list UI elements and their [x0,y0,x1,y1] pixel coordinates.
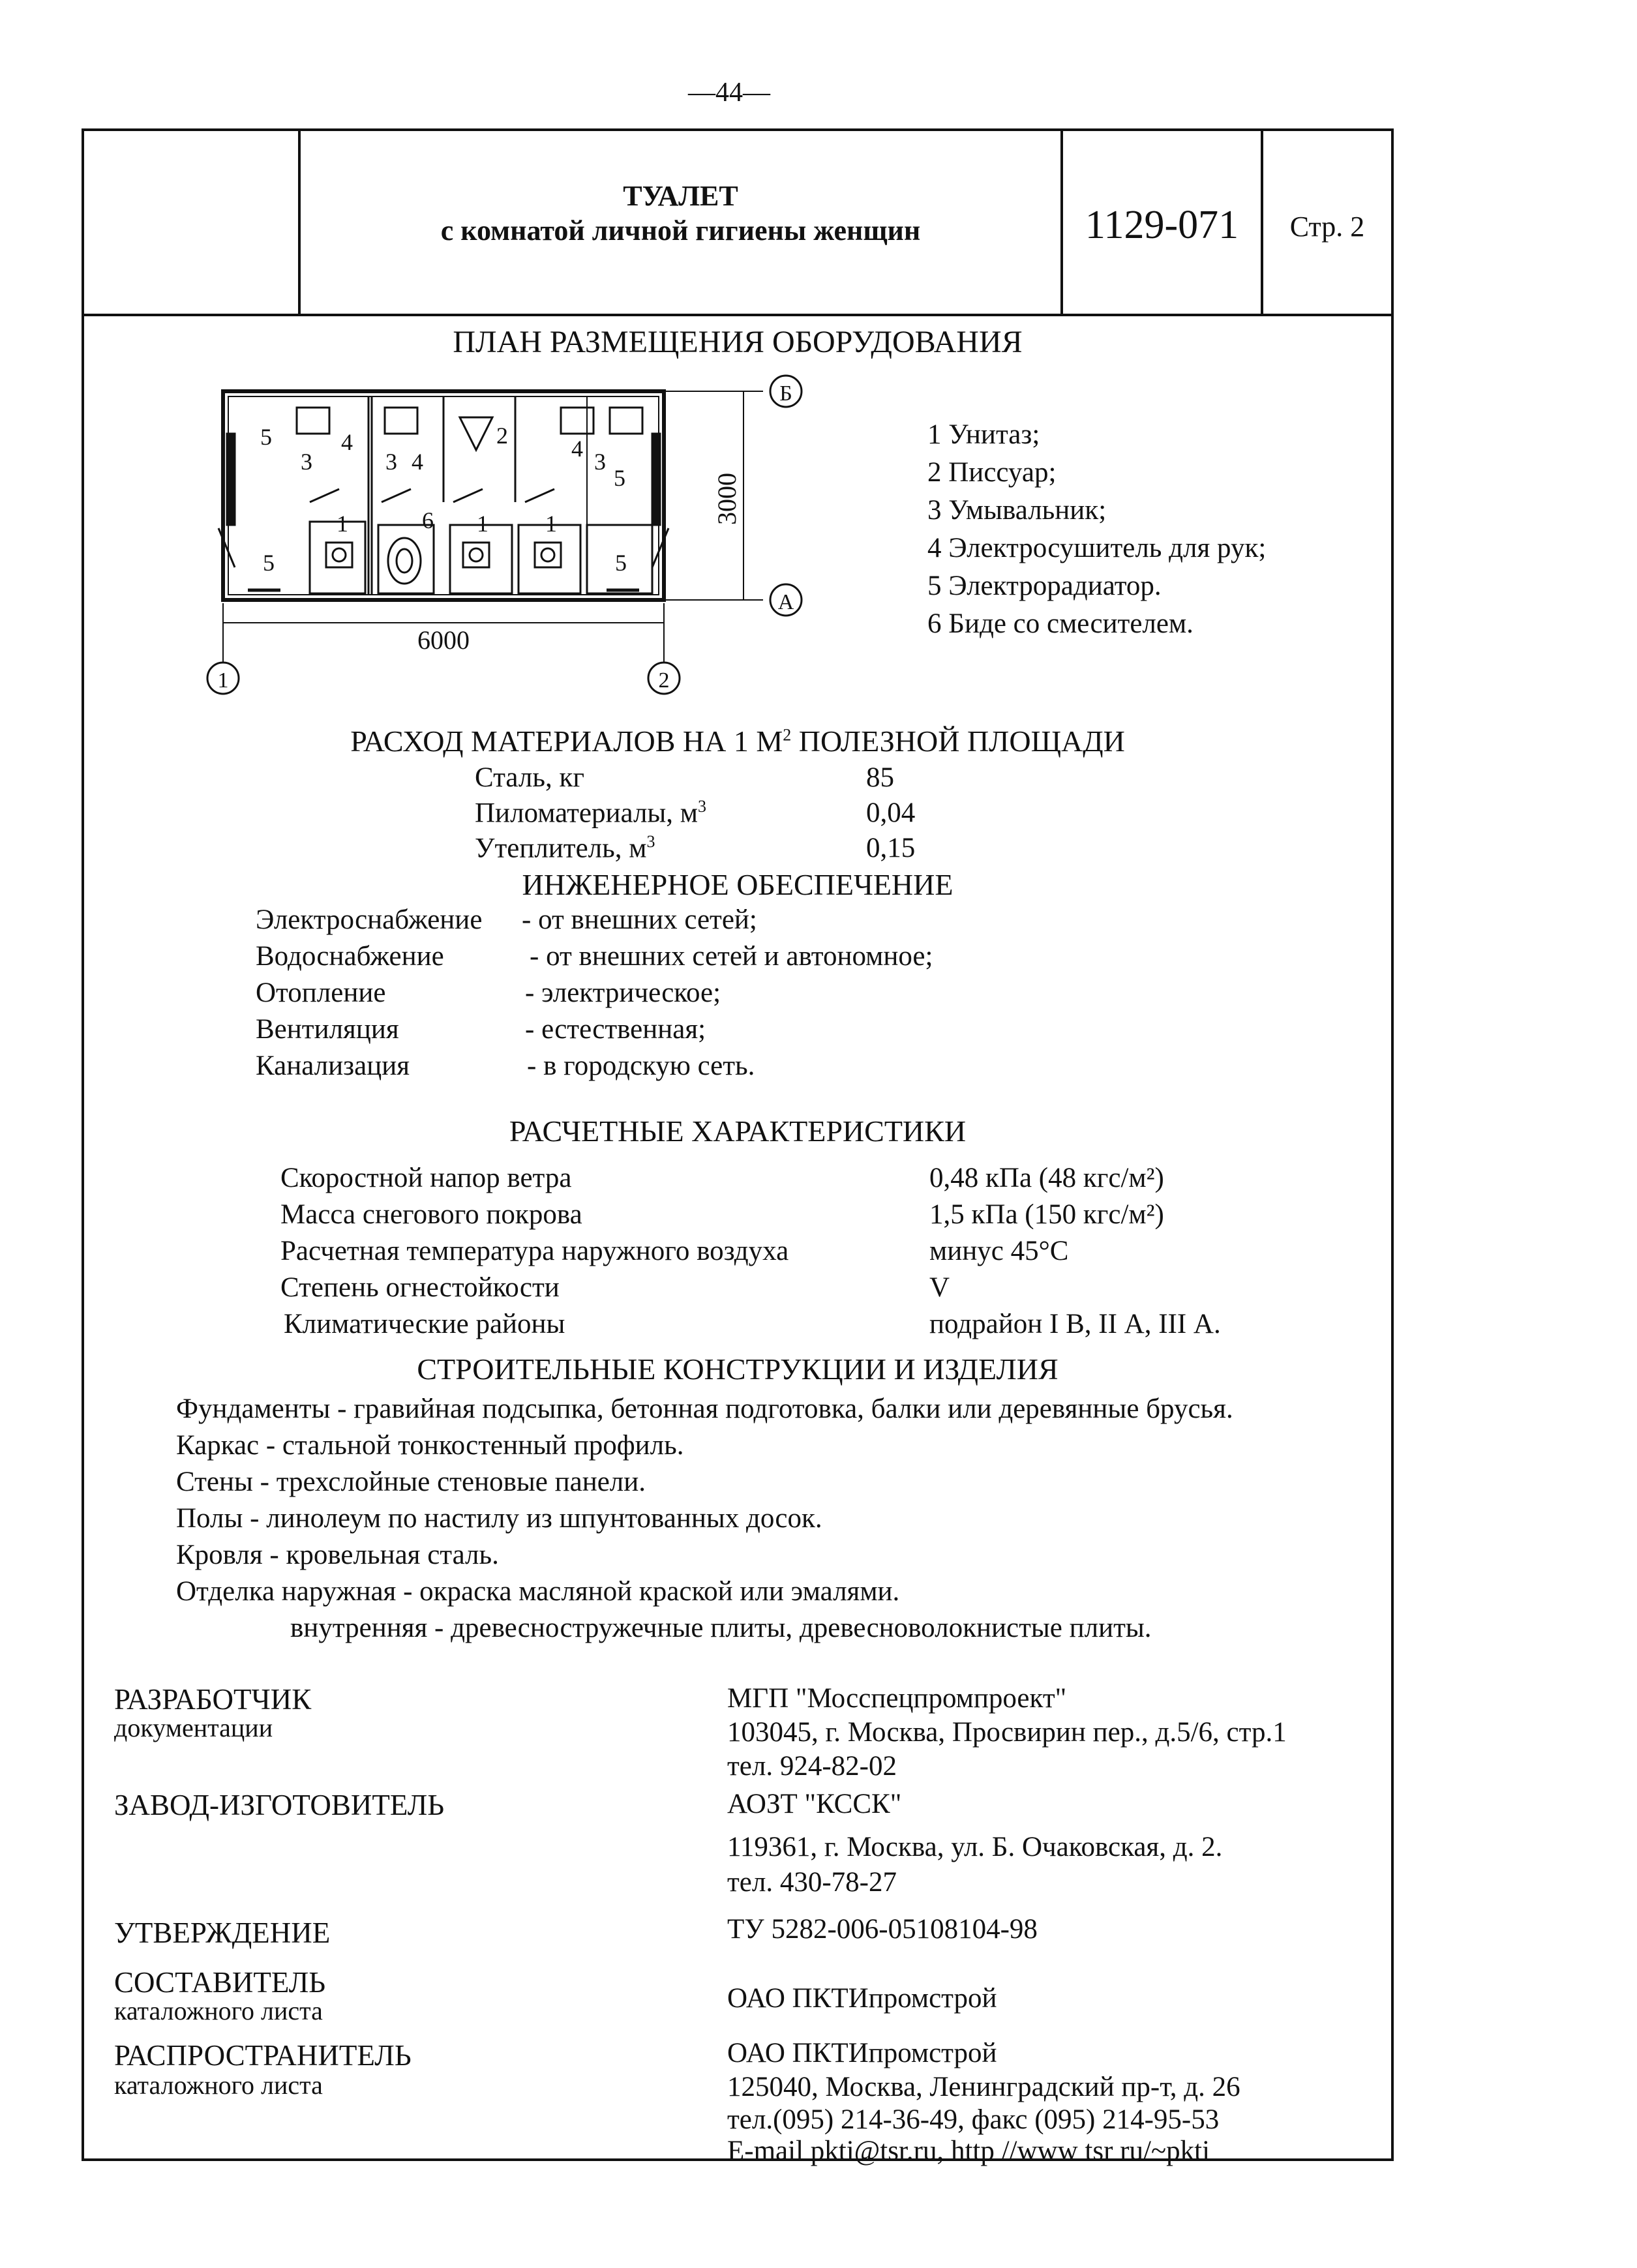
axis-1: 1 [217,668,229,693]
dim-depth: 3000 [712,473,742,525]
distributor-phone: тел.(095) 214-36-49, факс (095) 214-95-53 [727,2104,1220,2135]
maker-phone: тел. 430-78-27 [727,1867,897,1898]
plan-heading: ПЛАН РАЗМЕЩЕНИЯ ОБОРУДОВАНИЯ [453,325,1023,359]
maker-label: ЗАВОД-ИЗГОТОВИТЕЛЬ [114,1789,445,1821]
mark-12: 1 [545,511,557,537]
mark-7: 4 [571,436,583,462]
eng-label: Канализация [256,1051,410,1081]
design-value: минус 45°С [929,1236,1069,1266]
mark-11: 1 [477,511,488,537]
material-value: 0,15 [866,833,916,863]
legend-item: 1 Унитаз; [927,419,1040,450]
legend-item: 3 Умывальник; [927,495,1107,526]
mark-9: 5 [614,465,625,491]
design-value: 1,5 кПа (150 кгс/м²) [929,1199,1164,1230]
construction-line: Полы - линолеум по настилу из шпунтованных досок. [176,1503,822,1534]
approval-label: УТВЕРЖДЕНИЕ [114,1917,331,1949]
design-label: Степень огнестойкости [280,1272,560,1303]
design-value: 0,48 кПа (48 кгс/м²) [929,1163,1164,1193]
legend-item: 6 Биде со смесителем. [927,608,1194,639]
developer-label: РАЗРАБОТЧИК [114,1683,312,1716]
design-label: Скоростной напор ветра [280,1163,572,1193]
eng-label: Отопление [256,977,386,1008]
maker-name: АОЗТ "КССК" [727,1789,902,1819]
mark-13: 5 [263,550,275,576]
distributor-name: ОАО ПКТИпромстрой [727,2038,997,2068]
header-divider [82,314,1394,316]
distributor-sub: каталожного листа [114,2070,323,2100]
construction-line: Кровля - кровельная сталь. [176,1540,499,1570]
approval-value: ТУ 5282-006-05108104-98 [727,1914,1038,1945]
developer-address: 103045, г. Москва, Просвирин пер., д.5/6, стр.1 [727,1717,1287,1748]
maker-address: 119361, г. Москва, ул. Б. Очаковская, д. 2. [727,1832,1223,1862]
doc-subtitle: с комнатой личной гигиены женщин [440,215,921,246]
compiler-value: ОАО ПКТИпромстрой [727,1983,997,2014]
axis-a: А [777,590,794,614]
design-label: Масса снегового покрова [280,1199,582,1230]
constructions-heading: СТРОИТЕЛЬНЫЕ КОНСТРУКЦИИ И ИЗДЕЛИЯ [417,1352,1059,1386]
material-value: 85 [866,762,894,793]
mark-6: 2 [496,423,508,449]
construction-line: Каркас - стальной тонкостенный профиль. [176,1430,684,1461]
legend-item: 5 Электрорадиатор. [927,571,1162,601]
developer-phone: тел. 924-82-02 [727,1751,897,1782]
mark-1: 3 [301,449,312,475]
eng-label: Вентиляция [256,1014,399,1045]
dim-width: 6000 [417,625,470,655]
compiler-sub: каталожного листа [114,1996,323,2025]
design-value: подрайон I В, II А, III А. [929,1309,1221,1339]
design-value: V [929,1272,950,1303]
mark-14: 5 [615,550,627,576]
eng-value: - от внешних сетей; [522,904,757,935]
developer-name: МГП "Мосспецпромпроект" [727,1683,1067,1714]
mark-4: 4 [412,449,423,475]
page-number: —44— [688,78,770,108]
eng-value: - от внешних сетей и автономное; [530,941,933,972]
doc-code: 1129-071 [1085,203,1239,247]
doc-title: ТУАЛЕТ [623,180,738,212]
sheet-number: Стр. 2 [1289,211,1365,243]
construction-line: внутренняя - древесностружечные плиты, древесноволокнистые плиты. [290,1613,1152,1643]
mark-2: 4 [341,429,353,455]
material-label: Утеплитель, $м^3$ [475,832,655,864]
compiler-label: СОСТАВИТЕЛЬ [114,1966,326,1999]
material-value: 0,04 [866,798,916,828]
materials-heading: РАСХОД МАТЕРИАЛОВ НА 1 $М^2$ ПОЛЕЗНОЙ ПЛОЩАДИ [350,724,1125,758]
design-label: Расчетная температура наружного воздуха [280,1236,789,1266]
floor-plan-drawing [196,372,848,711]
developer-sub: документации [114,1713,273,1742]
distributor-address: 125040, Москва, Ленинградский пр-т, д. 26 [727,2072,1240,2102]
legend-item: 2 Писсуар; [927,457,1057,488]
eng-label: Электроснабжение [256,904,483,935]
construction-line: Фундаменты - гравийная подсыпка, бетонная подготовка, балки или деревянные брусья. [176,1394,1233,1424]
axis-2: 2 [658,668,670,693]
equipment-legend [927,416,1266,643]
engineering-heading: ИНЖЕНЕРНОЕ ОБЕСПЕЧЕНИЕ [522,868,954,901]
construction-line: Отделка наружная - окраска масляной краской или эмалями. [176,1576,900,1607]
construction-line: Стены - трехслойные стеновые панели. [176,1467,646,1497]
eng-label: Водоснабжение [256,941,444,972]
legend-item: 4 Электросушитель для рук; [927,533,1267,563]
distributor-contacts: E-mail pkti@tsr.ru, http //www tsr ru/~pkti [727,2136,1210,2166]
axis-b: Б [779,381,792,406]
material-label: Пиломатериалы, $м^3$ [475,797,707,829]
mark-3: 3 [385,449,397,475]
mark-0: 5 [260,424,272,450]
design-heading: РАСЧЕТНЫЕ ХАРАКТЕРИСТИКИ [509,1114,967,1148]
design-label: Климатические районы [284,1309,565,1339]
eng-value: - в городскую сеть. [527,1051,755,1081]
eng-value: - естественная; [525,1014,706,1045]
distributor-label: РАСПРОСТРАНИТЕЛЬ [114,2039,412,2072]
mark-5: 6 [422,507,434,533]
eng-value: - электрическое; [525,977,721,1008]
material-label: Сталь, кг [475,762,584,793]
mark-10: 1 [337,511,348,537]
mark-8: 3 [594,449,606,475]
